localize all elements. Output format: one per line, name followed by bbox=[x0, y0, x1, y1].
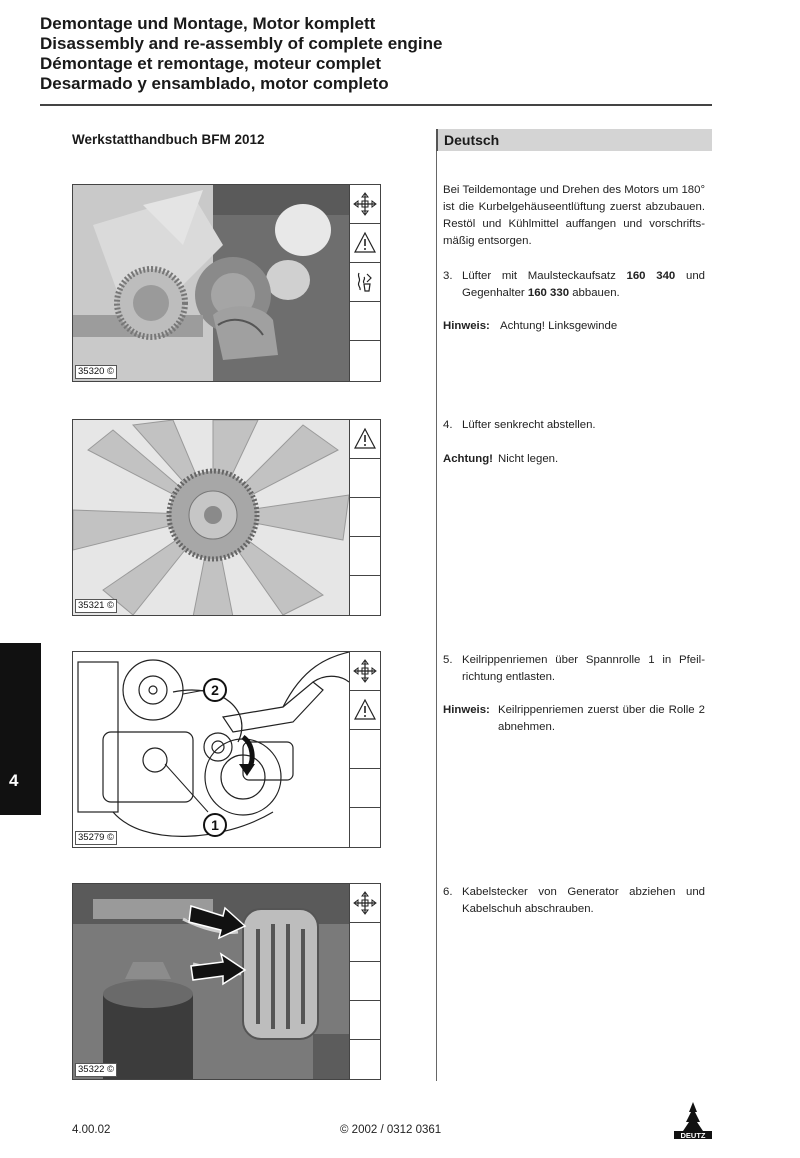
step-number: 6. bbox=[443, 886, 453, 898]
warning-triangle-icon bbox=[353, 698, 377, 722]
photo-fan-removal bbox=[73, 185, 349, 381]
note-label: Hinweis: bbox=[443, 704, 490, 716]
step-text: Lüfter senkrecht abstellen. bbox=[462, 419, 596, 431]
copyright: © 2002 / 0312 0361 bbox=[340, 1124, 442, 1136]
photo-generator-cable bbox=[73, 884, 349, 1079]
warning-triangle-icon bbox=[353, 231, 377, 255]
warning-triangle-icon bbox=[353, 427, 377, 451]
step-text: Keilrippenriemen über Spannrolle 1 in Pfeilrichtung entlasten. bbox=[462, 654, 705, 683]
symbol-strip bbox=[349, 652, 380, 847]
move-arrows-icon bbox=[353, 659, 377, 683]
figure-belt-tension bbox=[72, 651, 381, 848]
intro-paragraph: Bei Teildemontage und Drehen des Motors um 180° ist die Kurbelgehäuseentlüftung zuerst abzubauen. Restöl und Kühlmittel auffangen und vorschriftsmäßig entsorgen. bbox=[443, 184, 705, 247]
step-6 bbox=[443, 884, 705, 918]
move-arrows-icon bbox=[353, 192, 377, 216]
drawing-belt-tension bbox=[73, 652, 349, 847]
step-text: Lüfter mit Maulsteckaufsatz 160 340 und Gegenhalter 160 330 abbauen. bbox=[462, 270, 706, 299]
logo-text: DEUTZ bbox=[680, 1131, 706, 1140]
figure-fan-removal bbox=[72, 184, 381, 382]
figure-number: 35279 © bbox=[75, 831, 117, 845]
photo-fan-upright bbox=[73, 420, 349, 615]
note-belt-roller bbox=[443, 702, 705, 736]
note-do-not-lay bbox=[443, 451, 705, 468]
note-left-thread bbox=[443, 318, 705, 335]
figure-generator-cable bbox=[72, 883, 381, 1080]
liquid-disposal-icon bbox=[353, 270, 377, 294]
figure-number: 35322 © bbox=[75, 1063, 117, 1077]
symbol-strip bbox=[349, 185, 380, 381]
title-german: Demontage und Montage, Motor komplett bbox=[40, 14, 376, 33]
chapter-number: 4 bbox=[9, 771, 19, 790]
step-text: Kabelstecker von Generator abziehen und Kabelschuh abschrauben. bbox=[462, 886, 705, 915]
manual-title: Werkstatthandbuch BFM 2012 bbox=[72, 132, 265, 147]
note-text: Keilrippenriemen zuerst über die Rolle 2 abnehmen. bbox=[498, 704, 705, 733]
figure-number: 35321 © bbox=[75, 599, 117, 613]
step-3 bbox=[443, 268, 705, 302]
deutz-logo bbox=[672, 1100, 714, 1140]
note-text: Achtung! Linksgewinde bbox=[500, 320, 618, 332]
note-label: Achtung! bbox=[443, 453, 493, 465]
callout-1: 1 bbox=[211, 817, 219, 833]
step-number: 3. bbox=[443, 270, 453, 282]
title-french: Démontage et remontage, moteur complet bbox=[40, 54, 382, 73]
step-number: 5. bbox=[443, 654, 453, 666]
move-arrows-icon bbox=[353, 891, 377, 915]
language-bar bbox=[436, 129, 712, 151]
chapter-tab bbox=[0, 643, 41, 815]
header-divider bbox=[40, 104, 712, 106]
tool-number: 160 330 bbox=[527, 287, 570, 299]
step-5 bbox=[443, 652, 705, 686]
title-spanish: Desarmado y ensamblado, motor completo bbox=[40, 74, 389, 93]
symbol-strip bbox=[349, 420, 380, 615]
tool-number: 160 340 bbox=[626, 270, 676, 282]
callout-2: 2 bbox=[211, 682, 219, 698]
symbol-strip bbox=[349, 884, 380, 1079]
step-number: 4. bbox=[443, 419, 453, 431]
page-header bbox=[40, 14, 720, 94]
note-text: Nicht legen. bbox=[498, 453, 559, 465]
language-label: Deutsch bbox=[444, 132, 500, 148]
figure-fan-upright bbox=[72, 419, 381, 616]
title-english: Disassembly and re-assembly of complete engine bbox=[40, 34, 443, 53]
column-divider bbox=[436, 151, 437, 1081]
figure-number: 35320 © bbox=[75, 365, 117, 379]
page-number: 4.00.02 bbox=[72, 1124, 111, 1136]
step-4 bbox=[443, 417, 705, 434]
note-label: Hinweis: bbox=[443, 320, 490, 332]
